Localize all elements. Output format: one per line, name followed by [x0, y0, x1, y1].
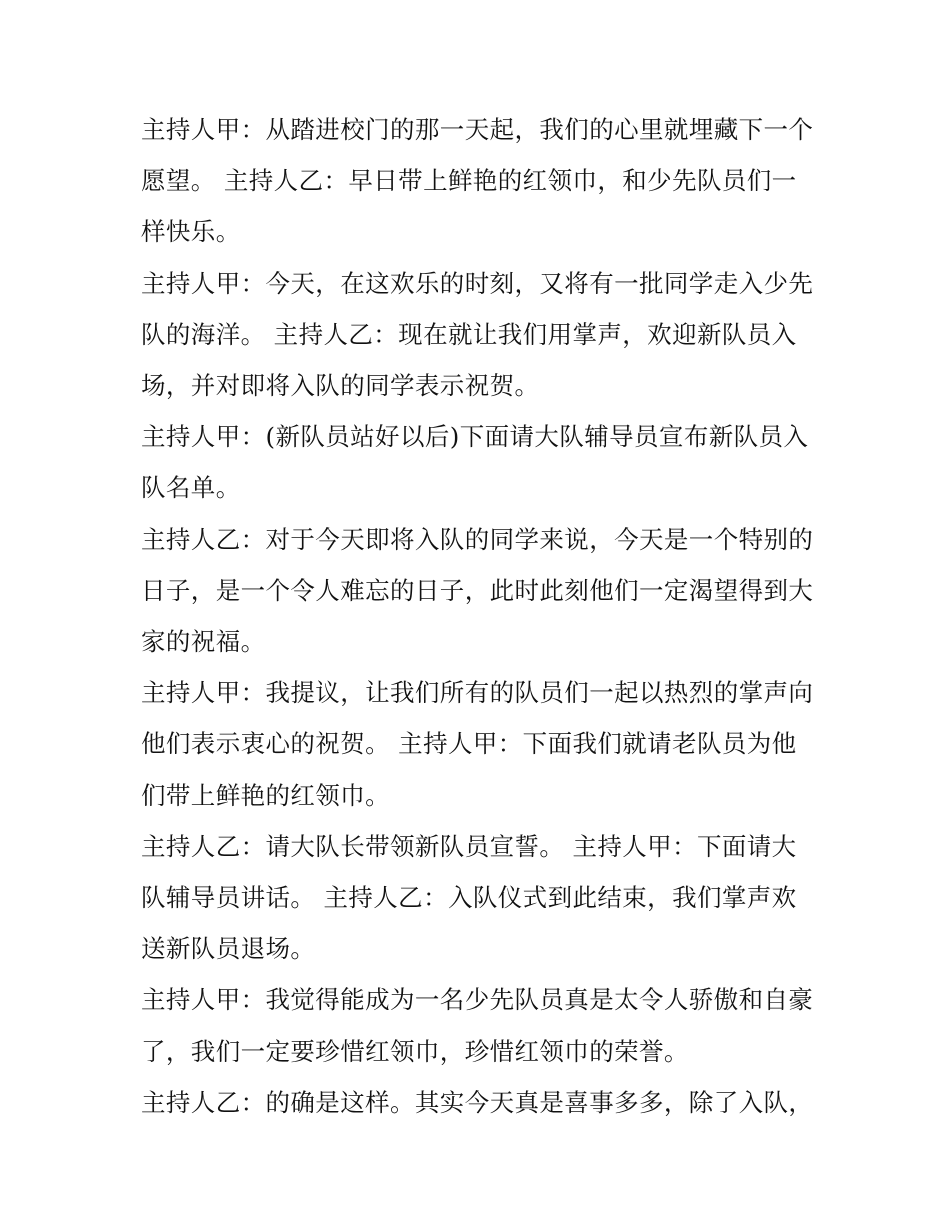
paragraph: 主持人乙：对于今天即将入队的同学来说，今天是一个特别的日子，是一个令人难忘的日子，此时此刻他们一定渴望得到大家的祝福。 [141, 524, 814, 657]
paragraph: 主持人甲：我觉得能成为一名少先队员真是太令人骄傲和自豪了，我们一定要珍惜红领巾，珍惜红领巾的荣誉。 [141, 985, 814, 1066]
paragraph: 主持人甲：从踏进校门的那一天起，我们的心里就埋藏下一个愿望。 主持人乙：早日带上鲜艳的红领巾，和少先队员们一样快乐。 [141, 115, 814, 247]
document-body [141, 104, 821, 1128]
paragraph: 主持人甲：我提议，让我们所有的队员们一起以热烈的掌声向他们表示衷心的祝贺。 主持人甲：下面我们就请老队员为他们带上鲜艳的红领巾。 [141, 678, 814, 810]
paragraph: 主持人甲：今天，在这欢乐的时刻，又将有一批同学走入少先队的海洋。 主持人乙：现在就让我们用掌声，欢迎新队员入场，并对即将入队的同学表示祝贺。 [141, 268, 814, 401]
paragraph: 主持人甲：(新队员站好以后)下面请大队辅导员宣布新队员入队名单。 [141, 422, 809, 503]
paragraph: 主持人乙：请大队长带领新队员宣誓。 主持人甲：下面请大队辅导员讲话。 主持人乙：入队仪式到此结束，我们掌声欢送新队员退场。 [141, 831, 797, 964]
paragraph: 主持人乙：的确是这样。其实今天真是喜事多多，除了入队， [141, 1087, 814, 1117]
